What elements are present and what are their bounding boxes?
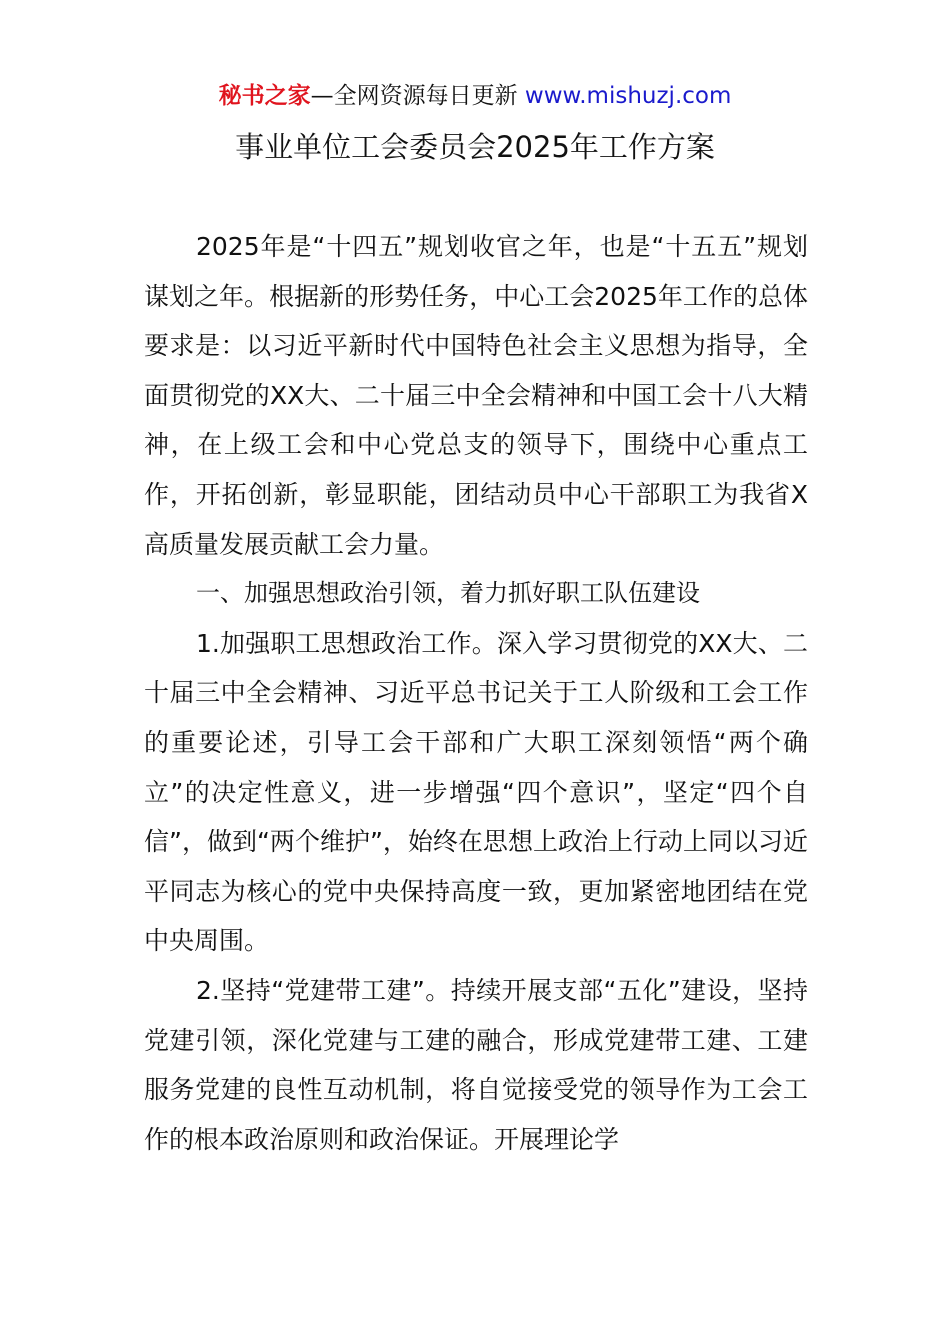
site-url-link[interactable]: www.mishuzj.com: [524, 83, 732, 109]
item-paragraph-2: 2.坚持“党建带工建”。持续开展支部“五化”建设，坚持党建引领，深化党建与工建的融合，形成党建带工建、工建服务党建的良性互动机制，将自觉接受党的领导作为工会工作的根本政治原则和政治保证。开展理论学: [144, 975, 808, 1154]
site-brand: 秘书之家: [218, 83, 311, 109]
section-heading-1: 一、加强思想政治引领，着力抓好职工队伍建设: [196, 579, 700, 608]
document-title: 事业单位工会委员会2025年工作方案: [235, 130, 715, 164]
item-paragraph-1: 1.加强职工思想政治工作。深入学习贯彻党的XX大、二十届三中全会精神、习近平总书记关于工人阶级和工会工作的重要论述，引导工会干部和广大职工深刻领悟“两个确立”的决定性意义，进一步增强“四个意识”，坚定“四个自信”，做到“两个维护”，始终在思想上政治上行动上同以习近平同志为核心的党中央保持高度一致，更加紧密地团结在党中央周围。: [144, 628, 808, 956]
site-header: [0, 80, 950, 112]
intro-paragraph: 2025年是“十四五”规划收官之年，也是“十五五”规划谋划之年。根据新的形势任务，中心工会2025年工作的总体要求是：以习近平新时代中国特色社会主义思想为指导，全面贯彻党的XX大、二十届三中全会精神和中国工会十八大精神，在上级工会和中心党总支的领导下，围绕中心重点工作，开拓创新，彰显职能，团结动员中心干部职工为我省X高质量发展贡献工会力量。: [144, 232, 808, 559]
site-tagline: —全网资源每日更新: [310, 83, 518, 109]
document-body: [144, 222, 808, 1164]
